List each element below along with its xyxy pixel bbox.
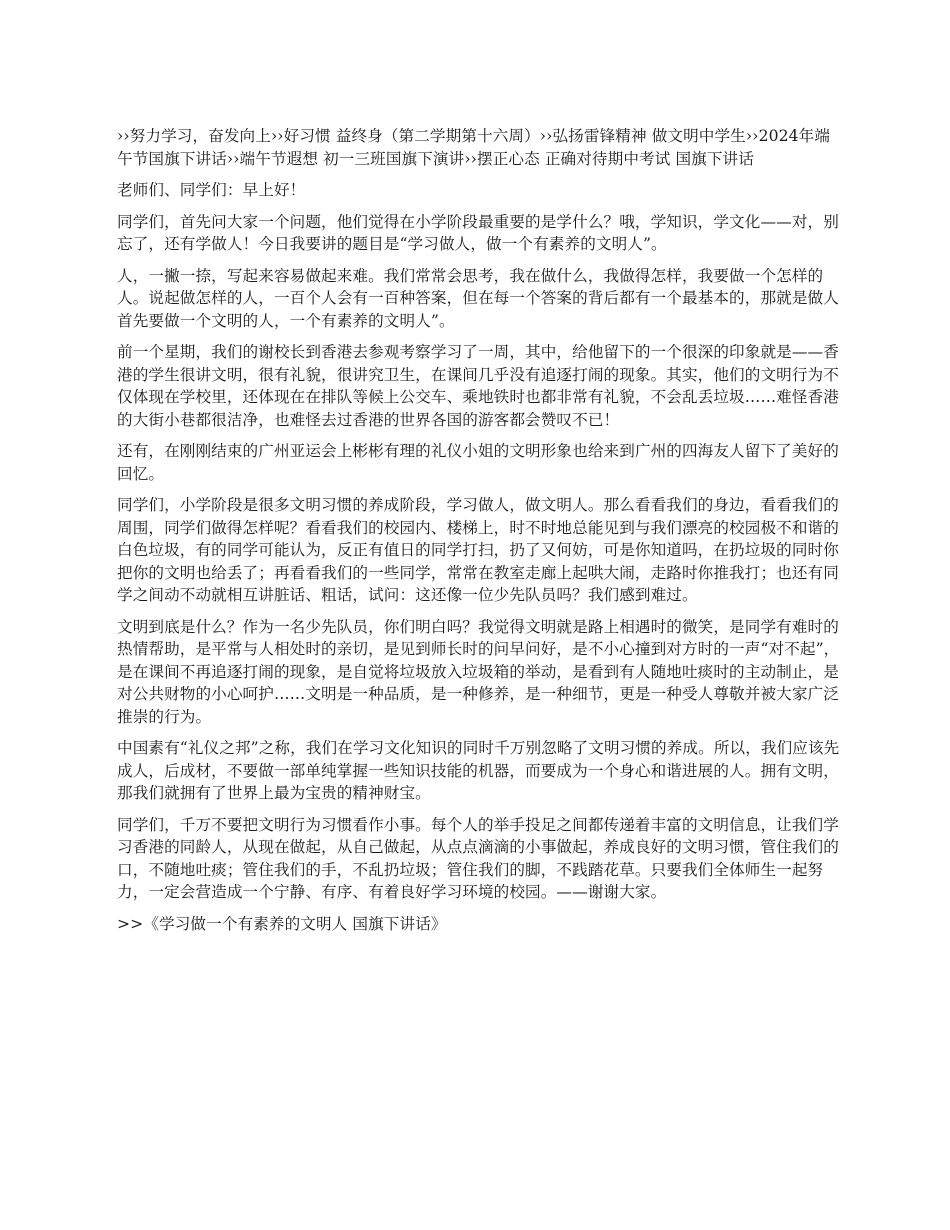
related-link-6[interactable]: 摆正心态 正确对待期中考试 国旗下讲话 bbox=[477, 149, 754, 168]
nav-separator: ›› bbox=[464, 149, 478, 168]
related-link-2[interactable]: 好习惯 益终身（第二学期第十六周） bbox=[283, 127, 540, 145]
closing-paragraph: 同学们，千万不要把文明行为习惯看作小事。每个人的举手投足之间都传递着丰富的文明信息，让我们学习香港的同龄人，从现在做起，从自己做起，从点点滴滴的小事做起，养成良好的文明习惯，管住我们的口，不随地吐痰；管住我们的手，不乱扔垃圾；管住我们的脚，不践踏花草。只要我们全体师生一起努力，一定会营造成一个宁静、有序、有着良好学习环境的校园。——谢谢大家。 bbox=[117, 815, 839, 901]
document-page bbox=[117, 125, 840, 944]
footer-prefix: >> bbox=[117, 914, 144, 933]
body-paragraph: 中国素有“礼仪之邦”之称，我们在学习文化知识的同时千万别忽略了文明习惯的养成。所以，我们应该先成人，后成材，不要做一部单纯掌握一些知识技能的机器，而要成为一个身心和谐进展的人。拥有文明，那我们就拥有了世界上最为宝贵的精神财宝。 bbox=[117, 739, 840, 802]
body-paragraph: 同学们，首先问大家一个问题，他们觉得在小学阶段最重要的是学什么？哦，学知识，学文化——对，别忘了，还有学做人！今日我要讲的题目是“学习做人，做一个有素养的文明人”。 bbox=[117, 212, 839, 253]
footer-link-line bbox=[117, 913, 840, 936]
related-link-4[interactable]: 2024年端午节国旗下讲话 bbox=[117, 127, 831, 168]
nav-separator: ›› bbox=[117, 127, 130, 145]
body-paragraph: 还有，在刚刚结束的广州亚运会上彬彬有理的礼仪小姐的文明形象也给来到广州的四海友人留下了美好的回忆。 bbox=[117, 442, 839, 483]
nav-separator: ›› bbox=[226, 149, 240, 168]
related-link-3[interactable]: 弘扬雷锋精神 做文明中学生 bbox=[552, 127, 746, 145]
body-paragraph: 前一个星期，我们的谢校长到香港去参观考察学习了一周，其中，给他留下的一个很深的印象就是——香港的学生很讲文明，很有礼貌，很讲究卫生，在课间几乎没有追逐打闹的现象。其实，他们的文明行为不仅体现在学校里，还体现在在排队等候上公交车、乘地铁时也都非常有礼貌，不会乱丢垃圾……难怪香港的大街小巷都很洁净，也难怪去过香港的世界各国的游客都会赞叹不已！ bbox=[117, 343, 839, 429]
body-paragraph: 同学们，小学阶段是很多文明习惯的养成阶段，学习做人，做文明人。那么看看我们的身边，看看我们的周围，同学们做得怎样呢？看看我们的校园内、楼梯上，时不时地总能见到与我们漂亮的校园极不和谐的白色垃圾，有的同学可能认为，反正有值日的同学打扫，扔了又何妨，可是你知道吗，在扔垃圾的同时你把你的文明也给丢了；再看看我们的一些同学，常常在教室走廊上起哄大闹，走路时你推我打；也还有同学之间动不动就相互讲脏话、粗话，试问：这还像一位少先队员吗？我们感到难过。 bbox=[117, 496, 839, 604]
article-title-link[interactable]: 《学习做一个有素养的文明人 国旗下讲话》 bbox=[143, 914, 447, 933]
related-links-nav bbox=[117, 125, 840, 170]
greeting-paragraph: 老师们、同学们：早上好！ bbox=[117, 181, 306, 199]
body-paragraph: 文明到底是什么？作为一名少先队员，你们明白吗？我觉得文明就是路上相遇时的微笑，是同学有难时的热情帮助，是平常与人相处时的亲切，是见到师长时的问早问好，是不小心撞到对方时的一声“对不起”，是在课间不再追逐打闹的现象，是自觉将垃圾放入垃圾箱的举动，是看到有人随地吐痰时的主动制止，是对公共财物的小心呵护……文明是一种品质，是一种修养，是一种细节，更是一种受人尊敬并被大家广泛推崇的行为。 bbox=[117, 617, 840, 726]
body-paragraph: 人，一撇一捺，写起来容易做起来难。我们常常会思考，我在做什么，我做得怎样，我要做一个怎样的人。说起做怎样的人，一百个人会有一百种答案，但在每一个答案的背后都有一个最基本的，那就是做人首先要做一个文明的人，一个有素养的文明人”。 bbox=[117, 266, 839, 330]
nav-separator: ›› bbox=[539, 127, 553, 145]
nav-separator: ›› bbox=[745, 127, 759, 145]
related-link-1[interactable]: 努力学习，奋发向上 bbox=[129, 127, 271, 145]
related-link-5[interactable]: 端午节遐想 初一三班国旗下演讲 bbox=[239, 149, 465, 168]
nav-separator: ›› bbox=[270, 127, 284, 145]
